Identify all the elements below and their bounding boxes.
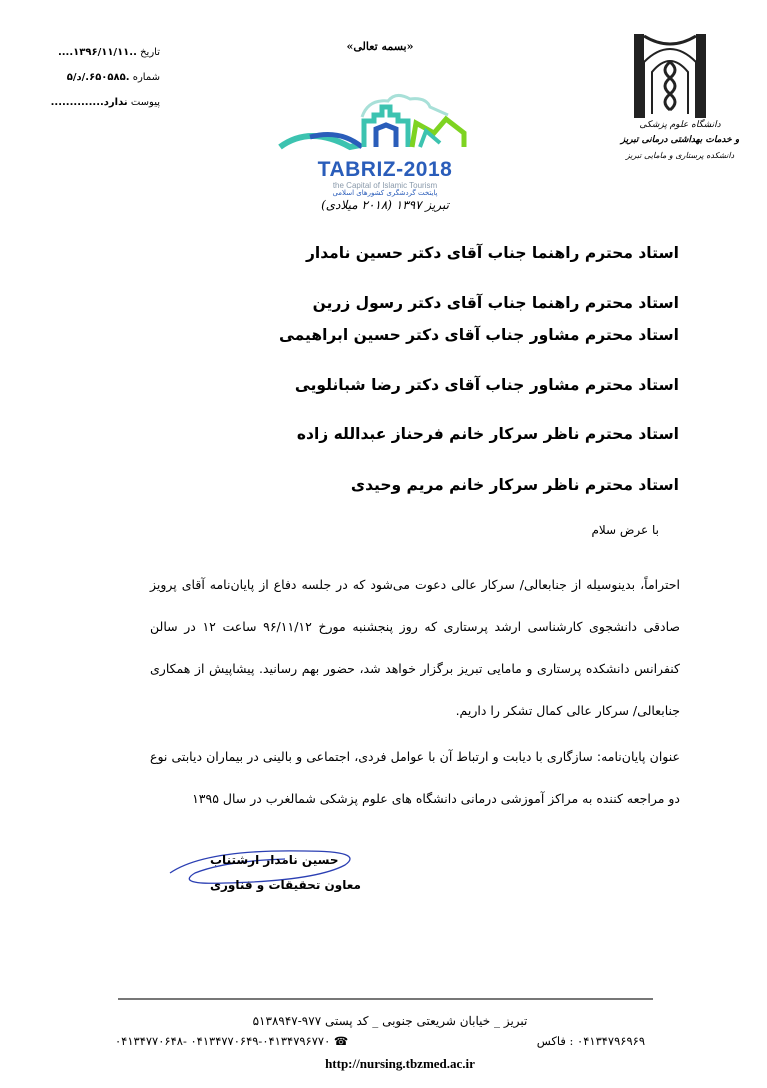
university-name-line3: دانشکده پرستاری و مامایی تبریز	[625, 151, 735, 160]
emblem-top-arc	[644, 36, 696, 44]
signatory-role: معاون تحقیقات و فناوری	[210, 878, 361, 892]
thesis-title-paragraph: عنوان پایان‌نامه: سازگاری با دیابت و ارتباط آن با عوامل فردی، اجتماعی و بالینی در بیماران دیابتی نوع دو مراجعه کننده به مراکز آموزشی درمانی دانشگاه های علوم پزشکی شمالغرب در سال ۱۳۹۵	[150, 749, 680, 806]
footer-address: تبریز _ خیابان شریعتی جنوبی _ کد پستی ۹۷۷-۵۱۳۸۹۴۷	[252, 1014, 528, 1028]
letter-meta	[40, 40, 160, 115]
date-value: ..۱۳۹۶/۱۱/۱۱....	[57, 47, 137, 58]
logo-mosque-inner	[376, 125, 396, 147]
tabriz-logo-title: TABRIZ-2018	[317, 158, 453, 181]
signatory-name: حسین نامدار ارشتناب	[210, 853, 339, 867]
attachment-value: ندارد..............	[50, 97, 128, 108]
attachment-row	[40, 90, 160, 115]
addressee-line: استاد محترم ناظر سرکار خانم فرحناز عبدالله زاده	[296, 425, 679, 443]
tabriz-logo-subtitle: the Capital of Islamic Tourism	[332, 181, 438, 190]
logo-city-accent	[420, 131, 440, 147]
tabriz-year-line: تبریز ۱۳۹۷ (۲۰۱۸ میلادی)	[321, 198, 449, 212]
tabriz-logo-subtitle-fa: پایتخت گردشگری کشورهای اسلامی	[332, 189, 438, 197]
telephone-icon: ☎	[333, 1034, 349, 1048]
website-link[interactable]: http://nursing.tbzmed.ac.ir	[325, 1056, 475, 1071]
university-name-line1: دانشگاه علوم پزشکی	[639, 120, 721, 130]
number-value: .۶۵۰۵۸۵./د/۵	[66, 72, 130, 83]
fax-number: ۰۴۱۳۴۷۹۶۹۶۹	[577, 1034, 645, 1048]
greeting: با عرض سلام	[591, 523, 659, 537]
emblem-inner-arch	[652, 61, 688, 114]
phone-info	[115, 1034, 348, 1048]
addressee-line: استاد محترم مشاور جناب آقای دکتر رضا شبانلویی	[294, 376, 679, 394]
fax-info	[537, 1034, 645, 1048]
emblem-right-book-edge	[696, 34, 706, 118]
emblem-left-book-edge	[634, 34, 644, 118]
footer-divider	[118, 998, 653, 1000]
fax-label: : فاکس	[536, 1034, 574, 1048]
university-name-line2: و خدمات بهداشتی درمانی تبریز	[620, 135, 740, 145]
number-row	[40, 65, 160, 90]
date-label: تاریخ	[140, 47, 160, 58]
invitation-paragraph: احتراماً، بدینوسیله از جنابعالی/ سرکار عالی دعوت می‌شود که در جلسه دفاع از پایان‌نامه آقای پرویز صادقی دانشجوی کارشناسی ارشد پرستاری که روز پنجشنبه مورخ ۹۶/۱۱/۱۲ ساعت ۱۲ در سالن کنفرانس دانشکده پرستاری و مامایی تبریز برگزار خواهد شد، حضور بهم رسانید. پیشاپیش از همکاری جنابعالی/ سرکار عالی کمال تشکر را داریم.	[150, 577, 680, 718]
number-label: شماره	[132, 72, 160, 83]
addressee-line: استاد محترم راهنما جناب آقای دکتر حسین نامدار	[305, 244, 679, 262]
addressee-line: استاد محترم راهنما جناب آقای دکتر رسول زرین	[312, 294, 679, 312]
date-row	[40, 40, 160, 65]
addressee-line: استاد محترم ناظر سرکار خانم مریم وحیدی	[350, 476, 679, 494]
addressee-line: استاد محترم مشاور جناب آقای دکتر حسین ابراهیمی	[278, 326, 679, 344]
university-name	[600, 118, 760, 163]
university-emblem-icon	[630, 22, 710, 122]
basmala: «بسمه تعالی»	[346, 40, 414, 53]
phone-numbers: ۰۴۱۳۴۷۷۰۶۴۸- ۰۴۱۳۴۷۷۰۶۴۹-۰۴۱۳۴۷۹۶۷۷۰	[115, 1034, 331, 1048]
attachment-label: پیوست	[130, 97, 160, 108]
